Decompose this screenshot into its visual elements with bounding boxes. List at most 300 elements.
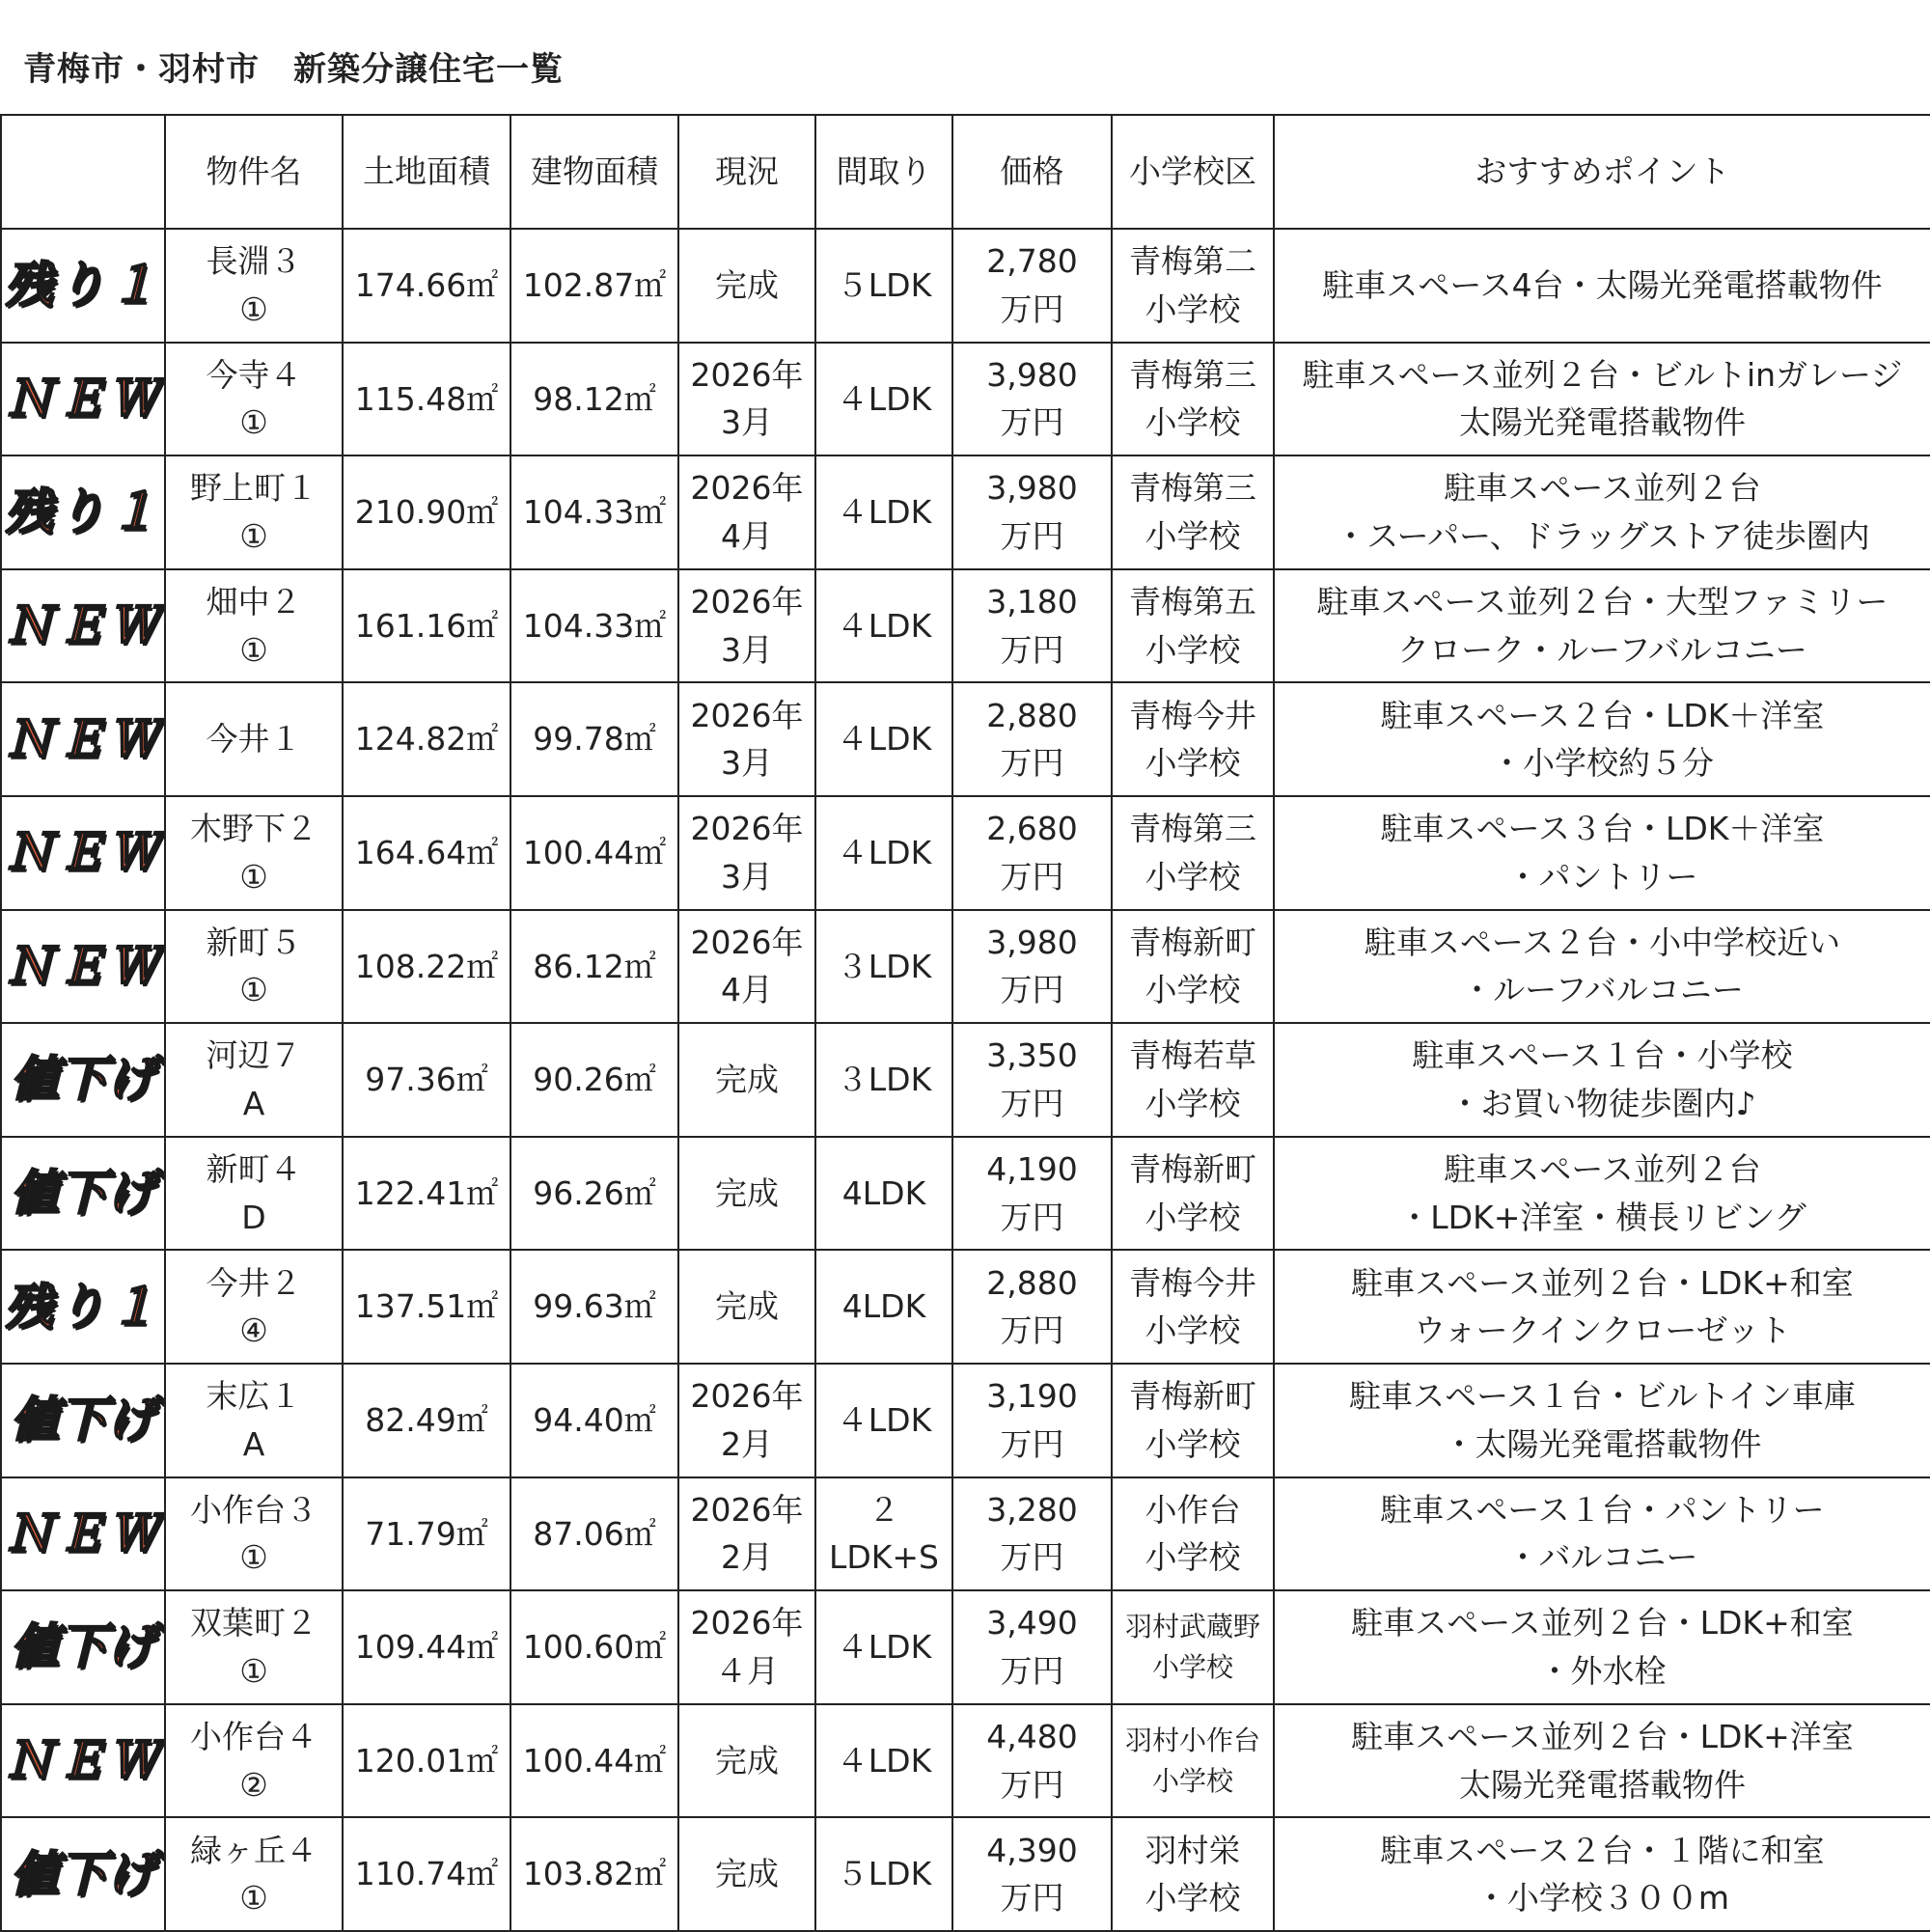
recommend-point-line: 駐車スペース２台・１階に和室 [1380,1831,1825,1869]
layout-header: 間取り [815,115,952,229]
recommend-points [1274,682,1930,796]
property-name-line: 緑ヶ丘４ [190,1831,317,1869]
land-area: 110.74㎡ [343,1817,510,1931]
recommend-point-line: 駐車スペース並列２台・大型ファミリー [1316,583,1889,621]
school-district-line: 小学校 [1151,1650,1233,1683]
status [678,1137,815,1251]
property-name-line: 双葉町２ [190,1604,317,1642]
last-one-badge: 残り１ [5,1278,161,1335]
status [678,343,815,456]
table-row[interactable] [1,229,1930,343]
status-line: ４月 [715,1651,779,1690]
table-row[interactable] [1,569,1930,683]
recommend-point-line: 駐車スペース並列２台 [1444,469,1761,508]
recommend-point-line: 駐車スペース２台・小中学校近い [1364,923,1841,961]
building-area: 98.12㎡ [510,343,678,456]
building-area: 100.44㎡ [510,796,678,910]
price-line: 万円 [1000,1198,1064,1236]
price-line: 3,980 [986,469,1078,508]
recommend-point-line: 太陽光発電搭載物件 [1459,1765,1746,1804]
property-name-line: A [242,1424,265,1463]
property-name-line: 小作台３ [190,1490,317,1529]
floor-plan-line: ３LDK [836,947,932,985]
building-area: 102.87㎡ [510,229,678,343]
property-table [0,114,1930,1932]
recommend-point-line: ・パントリー [1506,857,1698,896]
recommend-point-line: 駐車スペース並列２台 [1444,1150,1761,1189]
status-line: 2026年 [690,923,804,961]
property-name-line: ① [239,403,268,442]
status [678,1250,815,1364]
school-district [1112,1250,1274,1364]
table-row[interactable] [1,1250,1930,1364]
recommend-point-line: ・小学校３００m [1475,1879,1730,1918]
property-name-line: ① [239,857,268,896]
price-line: 万円 [1000,1765,1064,1804]
badge-cell [1,1250,165,1364]
school-district-line: 小学校 [1144,1084,1241,1122]
table-row[interactable] [1,1364,1930,1477]
header-row [1,115,1930,229]
status-line: 2026年 [690,1490,804,1529]
school-district-line: 小学校 [1144,630,1241,669]
price [952,796,1112,910]
table-row[interactable] [1,1704,1930,1818]
floor-plan-line: ４LDK [836,379,932,418]
status-line: 3月 [721,857,773,896]
status-line: 3月 [721,403,773,442]
school-district-header: 小学校区 [1112,115,1274,229]
recommend-points [1274,1590,1930,1704]
recommend-points [1274,1250,1930,1364]
school-district [1112,910,1274,1024]
property-name-line: D [241,1198,266,1236]
land-area: 71.79㎡ [343,1477,510,1591]
price [952,910,1112,1024]
price-line: 4,190 [986,1150,1078,1189]
badge-cell [1,455,165,569]
property-name-line: 新町５ [206,923,302,961]
school-district [1112,682,1274,796]
new-badge: ＮＥＷ [5,710,161,767]
land-area: 164.64㎡ [343,796,510,910]
school-district-line: 小学校 [1144,1198,1241,1236]
property-name [165,1704,343,1818]
price-line: 3,490 [986,1604,1078,1642]
recommend-points [1274,229,1930,343]
property-name [165,682,343,796]
building-area: 104.33㎡ [510,455,678,569]
recommend-point-line: ・お買い物徒歩圏内♪ [1448,1084,1756,1122]
status [678,1817,815,1931]
floor-plan-line: ３LDK [836,1061,932,1099]
table-row[interactable] [1,910,1930,1024]
recommend-point-line: ・太陽光発電搭載物件 [1443,1424,1762,1463]
price-line: 2,880 [986,696,1078,734]
price-header: 価格 [952,115,1112,229]
school-district-line: 青梅新町 [1129,923,1256,961]
floor-plan-line: 4LDK [841,1173,926,1212]
building-area: 99.63㎡ [510,1250,678,1364]
floor-plan-line: LDK+S [828,1538,940,1577]
last-one-badge: 残り１ [5,257,161,314]
badge-cell [1,1817,165,1931]
price-line: 3,180 [986,583,1078,621]
recommend-point-line: ・小学校約５分 [1491,744,1714,783]
school-district-line: 小学校 [1144,290,1241,328]
property-name [165,910,343,1024]
floor-plan [815,1477,952,1591]
building-area: 100.44㎡ [510,1704,678,1818]
price-line: 万円 [1000,1084,1064,1122]
property-name-line: 河辺７ [206,1036,302,1075]
status-line: 4月 [721,971,773,1009]
price-line: 2,680 [986,810,1078,848]
land-area: 108.22㎡ [343,910,510,1024]
property-name-line: 今寺４ [206,355,302,394]
status-line: 完成 [715,1287,779,1326]
land-area: 82.49㎡ [343,1364,510,1477]
land-area: 120.01㎡ [343,1704,510,1818]
recommend-points [1274,1477,1930,1591]
recommend-point-line: ・ルーフバルコニー [1461,971,1744,1009]
new-badge: ＮＥＷ [5,1504,161,1561]
school-district-line: 小学校 [1144,1879,1241,1918]
floor-plan [815,569,952,683]
school-district-line: 小学校 [1144,857,1241,896]
status-line: 2月 [721,1538,773,1577]
building-area: 100.60㎡ [510,1590,678,1704]
recommend-point-line: 駐車スペース１台・小学校 [1412,1036,1793,1075]
school-district [1112,1817,1274,1931]
new-badge: ＮＥＷ [5,1732,161,1789]
property-name-line: ② [239,1765,268,1804]
price-down-badge: 値下げ [11,1051,155,1108]
status [678,1704,815,1818]
school-district [1112,796,1274,910]
price [952,1590,1112,1704]
status [678,1364,815,1477]
school-district-line: 小学校 [1144,1424,1241,1463]
table-row[interactable] [1,1477,1930,1591]
building-area: 86.12㎡ [510,910,678,1024]
status-line: 2026年 [690,696,804,734]
status-line: 2026年 [690,810,804,848]
status-line: 2月 [721,1424,773,1463]
price-line: 3,980 [986,923,1078,961]
property-name-line: 木野下２ [190,810,317,848]
recommend-point-line: ・バルコニー [1506,1538,1698,1577]
price-line: 4,480 [986,1718,1078,1756]
table-row[interactable] [1,1023,1930,1137]
land-area: 124.82㎡ [343,682,510,796]
building-area: 94.40㎡ [510,1364,678,1477]
new-badge: ＮＥＷ [5,597,161,654]
status [678,229,815,343]
status [678,1023,815,1137]
floor-plan-line: ５LDK [836,1855,932,1893]
status [678,1590,815,1704]
table-row[interactable] [1,1590,1930,1704]
price [952,229,1112,343]
floor-plan [815,1704,952,1818]
new-badge: ＮＥＷ [5,370,161,427]
building-area: 104.33㎡ [510,569,678,683]
floor-plan-line: ４LDK [836,1400,932,1439]
status-line: 3月 [721,630,773,669]
land-area: 97.36㎡ [343,1023,510,1137]
recommend-point-line: 駐車スペース１台・パントリー [1380,1490,1825,1529]
land-area: 109.44㎡ [343,1590,510,1704]
school-district [1112,343,1274,456]
price [952,1477,1112,1591]
table-row[interactable] [1,1137,1930,1251]
recommend-point-line: 駐車スペース並列２台・ビルトinガレージ [1302,355,1903,394]
floor-plan [815,1817,952,1931]
recommend-point-line: ・外水栓 [1538,1651,1667,1690]
floor-plan-line: ５LDK [836,266,932,305]
recommend-point-line: クローク・ルーフバルコニー [1397,630,1807,669]
school-district [1112,1590,1274,1704]
school-district-line: 羽村栄 [1144,1831,1241,1869]
recommend-points [1274,910,1930,1024]
property-name-line: ① [239,971,268,1009]
status [678,796,815,910]
new-badge: ＮＥＷ [5,824,161,881]
recommend-points [1274,1137,1930,1251]
school-district-line: 小学校 [1144,1311,1241,1350]
price-line: 万円 [1000,1651,1064,1690]
status-header: 現況 [678,115,815,229]
price-down-badge: 値下げ [11,1618,155,1675]
building-area: 103.82㎡ [510,1817,678,1931]
property-name-line: 今井１ [206,720,302,759]
recommend-points [1274,569,1930,683]
price-down-badge: 値下げ [11,1845,155,1902]
school-district-line: 青梅第三 [1129,469,1256,508]
school-district [1112,229,1274,343]
land-area-header: 土地面積 [343,115,510,229]
price [952,1137,1112,1251]
table-row[interactable] [1,682,1930,796]
floor-plan [815,1137,952,1251]
badge-cell [1,1364,165,1477]
table-row[interactable] [1,343,1930,456]
property-name-line: ④ [239,1311,268,1350]
badge-cell [1,1137,165,1251]
price-line: 万円 [1000,290,1064,328]
property-name-line: ① [239,290,268,328]
price [952,1023,1112,1137]
name-header: 物件名 [165,115,343,229]
badge-cell [1,229,165,343]
badge-header [1,115,165,229]
price-down-badge: 値下げ [11,1392,155,1449]
price [952,455,1112,569]
property-name-line: 野上町１ [190,469,317,508]
floor-plan [815,1023,952,1137]
badge-cell [1,569,165,683]
table-row[interactable] [1,796,1930,910]
badge-cell [1,343,165,456]
status [678,910,815,1024]
price-line: 万円 [1000,1538,1064,1577]
price-line: 4,390 [986,1831,1078,1869]
floor-plan [815,229,952,343]
property-name [165,796,343,910]
property-name-line: 長淵３ [206,242,302,281]
school-district [1112,1137,1274,1251]
floor-plan-line: ４LDK [836,606,932,645]
price [952,1250,1112,1364]
land-area: 161.16㎡ [343,569,510,683]
status [678,1477,815,1591]
badge-cell [1,910,165,1024]
recommend-point-line: 駐車スペース２台・LDK＋洋室 [1380,696,1825,734]
property-name-line: 末広１ [206,1377,302,1416]
floor-plan [815,796,952,910]
recommend-points [1274,1704,1930,1818]
recommend-point-line: 駐車スペース並列２台・LDK+和室 [1351,1604,1854,1642]
price [952,1364,1112,1477]
price-line: 万円 [1000,744,1064,783]
floor-plan-line: ４LDK [836,1628,932,1667]
school-district [1112,1364,1274,1477]
building-area: 99.78㎡ [510,682,678,796]
floor-plan [815,682,952,796]
floor-plan [815,910,952,1024]
floor-plan-line: ４LDK [836,493,932,532]
school-district-line: 青梅第五 [1129,583,1256,621]
property-name [165,569,343,683]
recommend-point-line: 駐車スペース１台・ビルトイン車庫 [1349,1377,1856,1416]
price-line: 万円 [1000,1311,1064,1350]
page-title: 青梅市・羽村市 新築分譲住宅一覧 [23,50,564,89]
property-name-line: ① [239,630,268,669]
property-name-line: 畑中２ [206,583,302,621]
badge-cell [1,1704,165,1818]
last-one-badge: 残り１ [5,483,161,540]
building-area: 90.26㎡ [510,1023,678,1137]
table-row[interactable] [1,1817,1930,1931]
building-area-header: 建物面積 [510,115,678,229]
price [952,682,1112,796]
school-district-line: 小学校 [1144,971,1241,1009]
status-line: 3月 [721,744,773,783]
property-name [165,1590,343,1704]
status-line: 2026年 [690,583,804,621]
school-district-line: 青梅第二 [1129,242,1256,281]
recommend-point-line: 太陽光発電搭載物件 [1459,403,1746,442]
price [952,1704,1112,1818]
property-name [165,1364,343,1477]
school-district-line: 小学校 [1144,744,1241,783]
property-name-line: 今井２ [206,1263,302,1302]
property-name [165,1137,343,1251]
building-area: 96.26㎡ [510,1137,678,1251]
floor-plan-line: 4LDK [841,1287,926,1326]
recommend-points-header: おすすめポイント [1274,115,1930,229]
price [952,569,1112,683]
property-name [165,343,343,456]
property-name-line: ① [239,1538,268,1577]
status [678,569,815,683]
property-name [165,1023,343,1137]
price-line: 万円 [1000,630,1064,669]
recommend-point-line: 駐車スペース並列２台・LDK+和室 [1351,1263,1854,1302]
school-district-line: 青梅新町 [1129,1377,1256,1416]
school-district [1112,1704,1274,1818]
price-line: 万円 [1000,1879,1064,1918]
floor-plan-line: ４LDK [836,720,932,759]
school-district-line: 小学校 [1144,516,1241,555]
price-line: 3,980 [986,355,1078,394]
school-district-line: 小学校 [1144,403,1241,442]
land-area: 174.66㎡ [343,229,510,343]
property-name [165,455,343,569]
land-area: 122.41㎡ [343,1137,510,1251]
status [678,455,815,569]
school-district-line: 羽村小作台 [1124,1724,1260,1756]
price-line: 万円 [1000,403,1064,442]
school-district [1112,1477,1274,1591]
price-line: 3,350 [986,1036,1078,1075]
recommend-point-line: ウォークインクローゼット [1413,1311,1792,1350]
school-district-line: 羽村武蔵野 [1124,1610,1260,1642]
price-line: 万円 [1000,857,1064,896]
school-district-line: 青梅第三 [1129,355,1256,394]
floor-plan [815,455,952,569]
school-district-line: 青梅今井 [1129,696,1256,734]
recommend-points [1274,1364,1930,1477]
status-line: 2026年 [690,355,804,394]
price-line: 3,280 [986,1490,1078,1529]
badge-cell [1,682,165,796]
new-badge: ＮＥＷ [5,937,161,994]
property-name [165,1817,343,1931]
school-district-line: 小作台 [1144,1490,1241,1529]
recommend-point-line: 駐車スペース並列２台・LDK+洋室 [1351,1718,1854,1756]
building-area: 87.06㎡ [510,1477,678,1591]
property-name-line: ① [239,516,268,555]
property-name-line: ① [239,1879,268,1918]
floor-plan [815,1364,952,1477]
property-name [165,229,343,343]
property-name-line: A [242,1084,265,1122]
price-line: 2,780 [986,242,1078,281]
property-name-line: 新町４ [206,1150,302,1189]
floor-plan [815,343,952,456]
floor-plan-line: ４LDK [836,1741,932,1780]
floor-plan [815,1250,952,1364]
floor-plan-line: ２ [868,1490,900,1529]
school-district [1112,1023,1274,1137]
price-line: 3,190 [986,1377,1078,1416]
table-row[interactable] [1,455,1930,569]
status [678,682,815,796]
recommend-points [1274,1817,1930,1931]
price-line: 万円 [1000,516,1064,555]
property-name-line: ① [239,1651,268,1690]
land-area: 115.48㎡ [343,343,510,456]
status-line: 4月 [721,516,773,555]
status-line: 完成 [715,1855,779,1893]
school-district [1112,569,1274,683]
school-district-line: 青梅第三 [1129,810,1256,848]
recommend-points [1274,455,1930,569]
recommend-point-line: ・LDK+洋室・横長リビング [1398,1198,1806,1236]
school-district-line: 青梅今井 [1129,1263,1256,1302]
